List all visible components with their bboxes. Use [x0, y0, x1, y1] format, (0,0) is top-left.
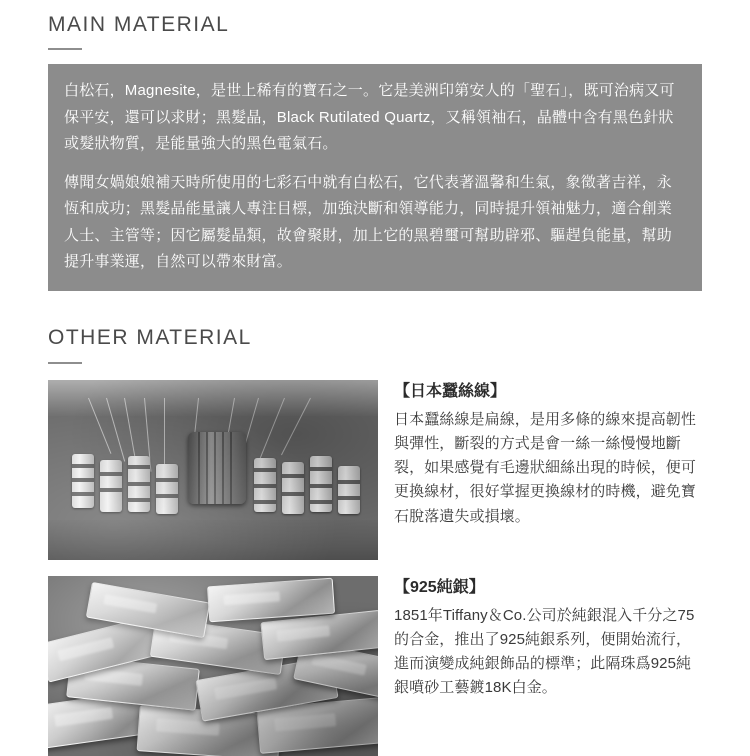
material-item-silk-thread [48, 380, 702, 560]
other-material-heading: OTHER MATERIAL [48, 326, 252, 350]
other-material-heading-rule [48, 362, 82, 364]
main-material-heading-rule [48, 48, 82, 50]
silver-bars-photo [48, 576, 378, 756]
silk-thread-text [378, 380, 702, 529]
main-material-box [48, 64, 702, 291]
sterling-silver-title: 【925純銀】 [394, 578, 485, 596]
other-material-section [48, 313, 702, 755]
sterling-silver-text [378, 576, 702, 701]
silk-thread-machine-photo [48, 380, 378, 560]
silk-thread-body: 日本蠶絲線是扁線，是用多條的線來提高韌性與彈性，斷裂的方式是會一絲一絲慢慢地斷裂，如果感覺有毛邊狀細絲出現的時候，便可更換線材，很好掌握更換線材的時機，避免寶石脫落遺失或損壞。 [394, 410, 697, 525]
photo-shading [48, 380, 378, 560]
main-material-heading: MAIN MATERIAL [48, 13, 230, 36]
material-item-sterling-silver [48, 576, 702, 756]
main-material-paragraph-1: 白松石，Magnesite，是世上稀有的寶石之一。它是美洲印第安人的「聖石」，既可治病又可保平安，還可以求財；黑髮晶，Black Rutilated Quartz，又稱領袖石，晶體中含有黑色針狀或髮狀物質，是能量強大的黑色電氣石。 [64, 82, 675, 152]
silk-thread-title: 【日本蠶絲線】 [394, 382, 507, 400]
sterling-silver-body: 1851年Tiffany＆Co.公司於純銀混入千分之75的合金，推出了925純銀系列，便開始流行，進而演變成純銀飾品的標準；此隔珠爲925純銀噴砂工藝鍍18K白金。 [394, 606, 695, 697]
main-material-paragraph-2: 傳聞女媧娘娘補天時所使用的七彩石中就有白松石，它代表著溫馨和生氣，象徵著吉祥，永恆和成功；黑髮晶能量讓人專注目標，加強決斷和領導能力，同時提升領袖魅力，適合創業人士、主管等；因它屬髮晶類，故會聚財，加上它的黑碧璽可幫助辟邪、驅趕負能量，幫助提升事業運，自然可以帶來財富。 [64, 174, 673, 270]
photo-shading [48, 576, 378, 756]
